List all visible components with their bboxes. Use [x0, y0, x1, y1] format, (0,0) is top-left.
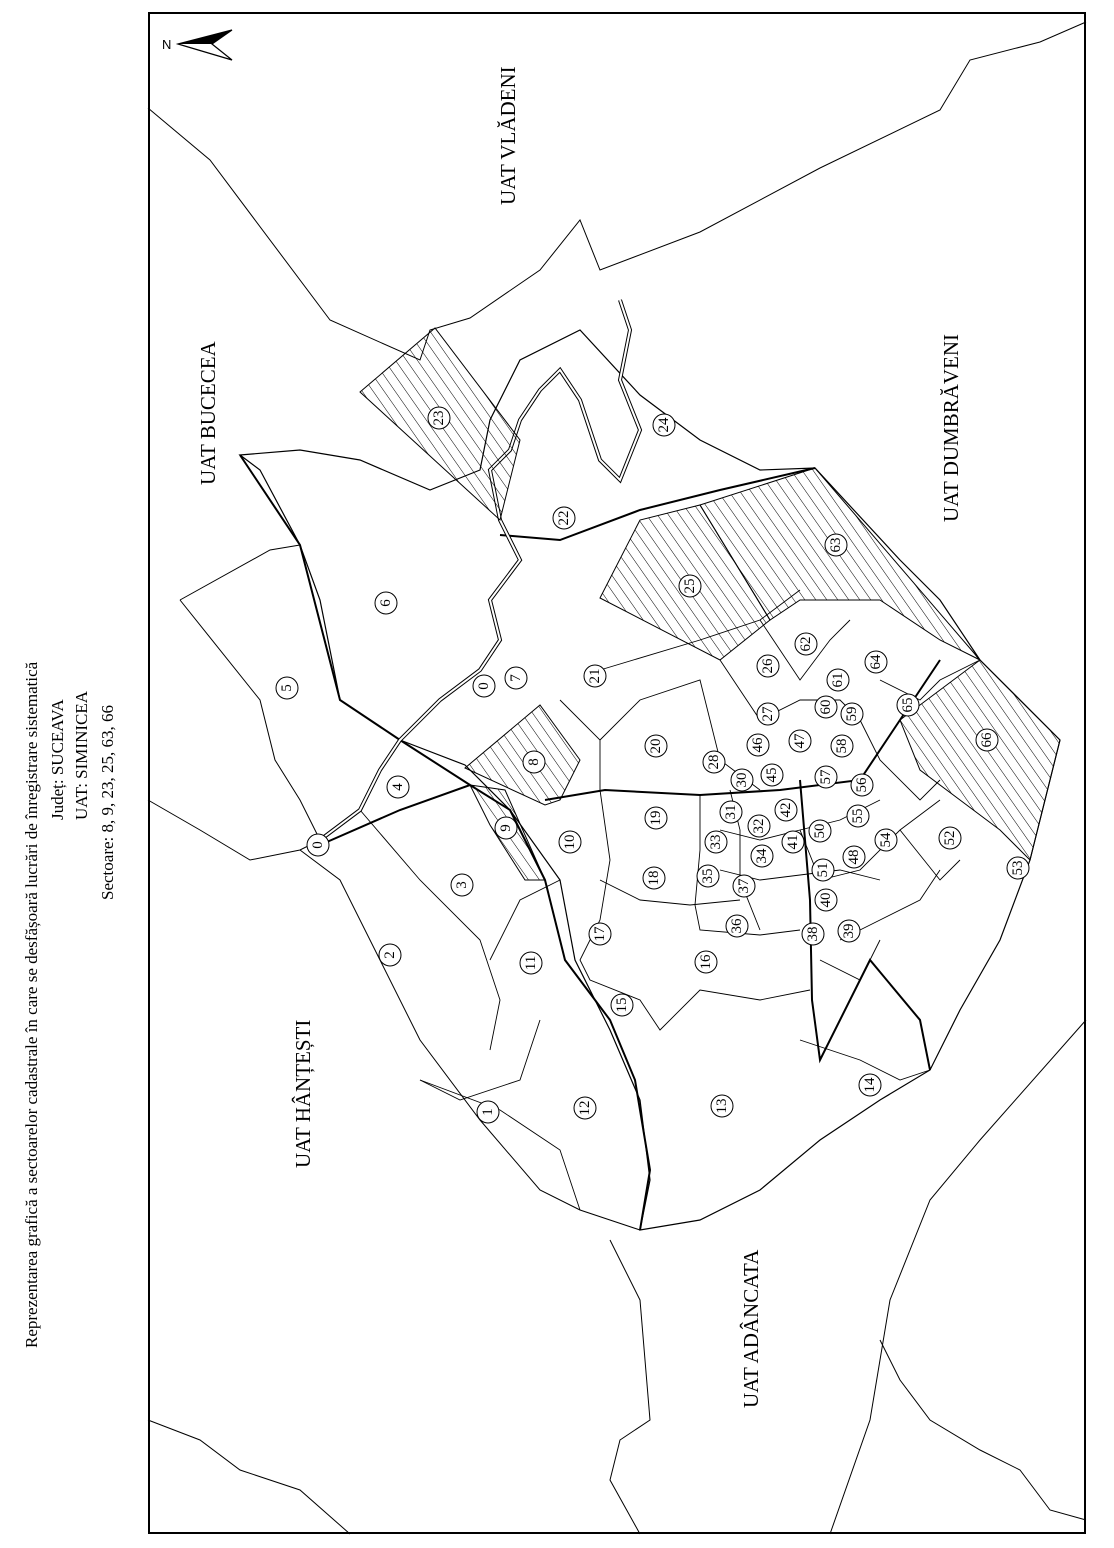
sector-number-36: 36 — [729, 918, 745, 934]
sector-marker-53 — [1007, 857, 1029, 879]
sector-marker-27 — [757, 703, 779, 725]
sector-marker-28 — [703, 751, 725, 773]
sector-number-50: 50 — [812, 823, 828, 839]
sector-marker-58 — [831, 735, 853, 757]
sector-marker-15 — [611, 994, 633, 1016]
sector-marker-3 — [451, 874, 473, 896]
sector-marker-51 — [812, 859, 834, 881]
sector-number-22: 22 — [556, 510, 572, 526]
sector-number-33: 33 — [708, 834, 724, 850]
sector-number-57: 57 — [818, 769, 834, 785]
sector-number-28: 28 — [706, 754, 722, 770]
sector-marker-47 — [789, 730, 811, 752]
sector-marker-54 — [875, 829, 897, 851]
sector-number-10: 10 — [562, 834, 578, 850]
sector-number-5: 5 — [279, 684, 295, 692]
sector-number-32: 32 — [751, 818, 767, 834]
sector-marker-37 — [733, 875, 755, 897]
sector-number-34: 34 — [754, 848, 770, 864]
sector-number-13: 13 — [714, 1098, 730, 1114]
map-title-line-sectors: Sectoare: 8, 9, 23, 25, 63, 66 — [98, 705, 117, 900]
sector-number-62: 62 — [798, 636, 814, 652]
sector-marker-10 — [559, 831, 581, 853]
sector-marker-12 — [574, 1097, 596, 1119]
hatched-sector-66 — [900, 660, 1060, 860]
uat-label-hantesti: UAT HÂNȚEȘTI — [291, 1019, 315, 1168]
sector-marker-61 — [827, 669, 849, 691]
sector-marker-48 — [843, 846, 865, 868]
sector-marker-40 — [815, 889, 837, 911]
sector-number-2: 2 — [382, 951, 398, 959]
sector-marker-30 — [731, 769, 753, 791]
sector-marker-63 — [825, 534, 847, 556]
sector-marker-55 — [847, 805, 869, 827]
sector-number-24: 24 — [656, 417, 672, 433]
sector-marker-17 — [589, 923, 611, 945]
sector-number-37: 37 — [736, 878, 752, 894]
sector-number-7: 7 — [508, 674, 524, 682]
sector-number-21: 21 — [587, 668, 603, 684]
sector-marker-42 — [775, 799, 797, 821]
sector-number-42: 42 — [778, 802, 794, 818]
sector-number-52: 52 — [942, 830, 958, 846]
sector-marker-6 — [375, 592, 397, 614]
sector-marker-0 — [307, 834, 329, 856]
sector-marker-16 — [695, 951, 717, 973]
sector-number-12: 12 — [577, 1100, 593, 1116]
sector-number-51: 51 — [815, 862, 831, 878]
sector-number-56: 56 — [854, 777, 870, 793]
sector-number-15: 15 — [614, 997, 630, 1013]
sector-marker-39 — [838, 920, 860, 942]
sector-number-38: 38 — [805, 926, 821, 942]
sector-number-59: 59 — [844, 706, 860, 722]
sector-number-65: 65 — [900, 697, 916, 713]
sector-marker-34 — [751, 845, 773, 867]
sector-number-3: 3 — [454, 881, 470, 889]
sector-number-0: 0 — [310, 841, 326, 849]
map-title-line-1: Reprezentarea grafică a sectoarelor cadastrale în care se desfășoară lucrări de înregistrare sistematică — [22, 661, 41, 1348]
sector-number-54: 54 — [878, 832, 894, 848]
sector-marker-24 — [653, 414, 675, 436]
sector-number-19: 19 — [648, 810, 664, 826]
sector-number-35: 35 — [700, 868, 716, 884]
sector-number-31: 31 — [723, 804, 739, 820]
sector-number-27: 27 — [760, 706, 776, 722]
sector-marker-59 — [841, 703, 863, 725]
sector-marker-38 — [802, 923, 824, 945]
sector-marker-64 — [865, 651, 887, 673]
north-letter: N — [162, 37, 172, 52]
sector-marker-5 — [276, 677, 298, 699]
uat-label-bucecea: UAT BUCECEA — [196, 341, 220, 485]
sector-marker-23 — [428, 407, 450, 429]
sector-marker-13 — [711, 1095, 733, 1117]
sector-number-16: 16 — [698, 954, 714, 970]
sector-marker-31 — [720, 801, 742, 823]
sector-number-11: 11 — [523, 955, 539, 971]
uat-label-adancata: UAT ADÂNCATA — [739, 1249, 763, 1408]
sector-number-25: 25 — [682, 578, 698, 594]
sector-number-4: 4 — [390, 783, 406, 791]
sector-marker-41 — [782, 831, 804, 853]
sector-number-45: 45 — [764, 767, 780, 783]
sector-marker-25 — [679, 575, 701, 597]
sector-number-20: 20 — [648, 738, 664, 754]
sector-marker-46 — [747, 734, 769, 756]
sector-number-17: 17 — [592, 926, 608, 942]
sector-marker-20 — [645, 735, 667, 757]
sector-number-63: 63 — [828, 537, 844, 553]
sector-number-47: 47 — [792, 733, 808, 749]
sector-number-8: 8 — [526, 758, 542, 766]
sector-marker-32 — [748, 815, 770, 837]
uat-label-vladeni: UAT VLĂDENI — [496, 66, 520, 205]
sector-number-61: 61 — [830, 672, 846, 688]
sector-marker-62 — [795, 633, 817, 655]
sector-number-64: 64 — [868, 654, 884, 670]
sector-marker-9 — [495, 817, 517, 839]
sector-number-60: 60 — [818, 699, 834, 715]
sector-marker-4 — [387, 776, 409, 798]
sector-number-48: 48 — [846, 849, 862, 865]
sector-marker-50 — [809, 820, 831, 842]
sector-marker-19 — [645, 807, 667, 829]
sector-number-40: 40 — [818, 892, 834, 908]
sector-marker-57 — [815, 766, 837, 788]
sector-marker-52 — [939, 827, 961, 849]
sector-marker-60 — [815, 696, 837, 718]
sector-marker-21 — [584, 665, 606, 687]
sector-marker-14 — [859, 1074, 881, 1096]
north-arrow-icon — [162, 30, 232, 60]
sector-marker-26 — [757, 655, 779, 677]
sector-marker-8 — [523, 751, 545, 773]
uat-label-dumbraveni: UAT DUMBRĂVENI — [939, 333, 963, 522]
sector-marker-35 — [697, 865, 719, 887]
sector-marker-7 — [505, 667, 527, 689]
sector-number-58: 58 — [834, 738, 850, 754]
sector-marker-56 — [851, 774, 873, 796]
sector-number-9: 9 — [498, 824, 514, 832]
map-title-line-uat: UAT: SIMINICEA — [72, 690, 91, 820]
sector-marker-1 — [477, 1101, 499, 1123]
sector-boundaries — [360, 590, 980, 1210]
map-title-line-county: Județ: SUCEAVA — [48, 699, 67, 820]
sector-marker-18 — [643, 867, 665, 889]
sector-marker-22 — [553, 507, 575, 529]
sector-number-6: 6 — [378, 599, 394, 607]
sector-marker-33 — [705, 831, 727, 853]
sector-number-55: 55 — [850, 808, 866, 824]
sector-marker-2 — [379, 944, 401, 966]
sector-number-0: 0 — [476, 682, 492, 690]
sector-number-18: 18 — [646, 870, 662, 886]
sector-marker-65 — [897, 694, 919, 716]
sector-marker-36 — [726, 915, 748, 937]
sector-number-1: 1 — [480, 1108, 496, 1116]
sector-marker-45 — [761, 764, 783, 786]
sector-marker-66 — [976, 729, 998, 751]
sector-number-14: 14 — [862, 1077, 878, 1093]
sector-number-53: 53 — [1010, 860, 1026, 876]
sector-number-26: 26 — [760, 658, 776, 674]
sector-marker-11 — [520, 952, 542, 974]
sector-number-23: 23 — [431, 410, 447, 426]
sector-number-66: 66 — [979, 732, 995, 748]
sector-number-41: 41 — [785, 834, 801, 850]
sector-marker-0 — [473, 675, 495, 697]
sector-number-30: 30 — [734, 772, 750, 788]
sector-number-46: 46 — [750, 737, 766, 753]
sector-number-39: 39 — [841, 923, 857, 939]
